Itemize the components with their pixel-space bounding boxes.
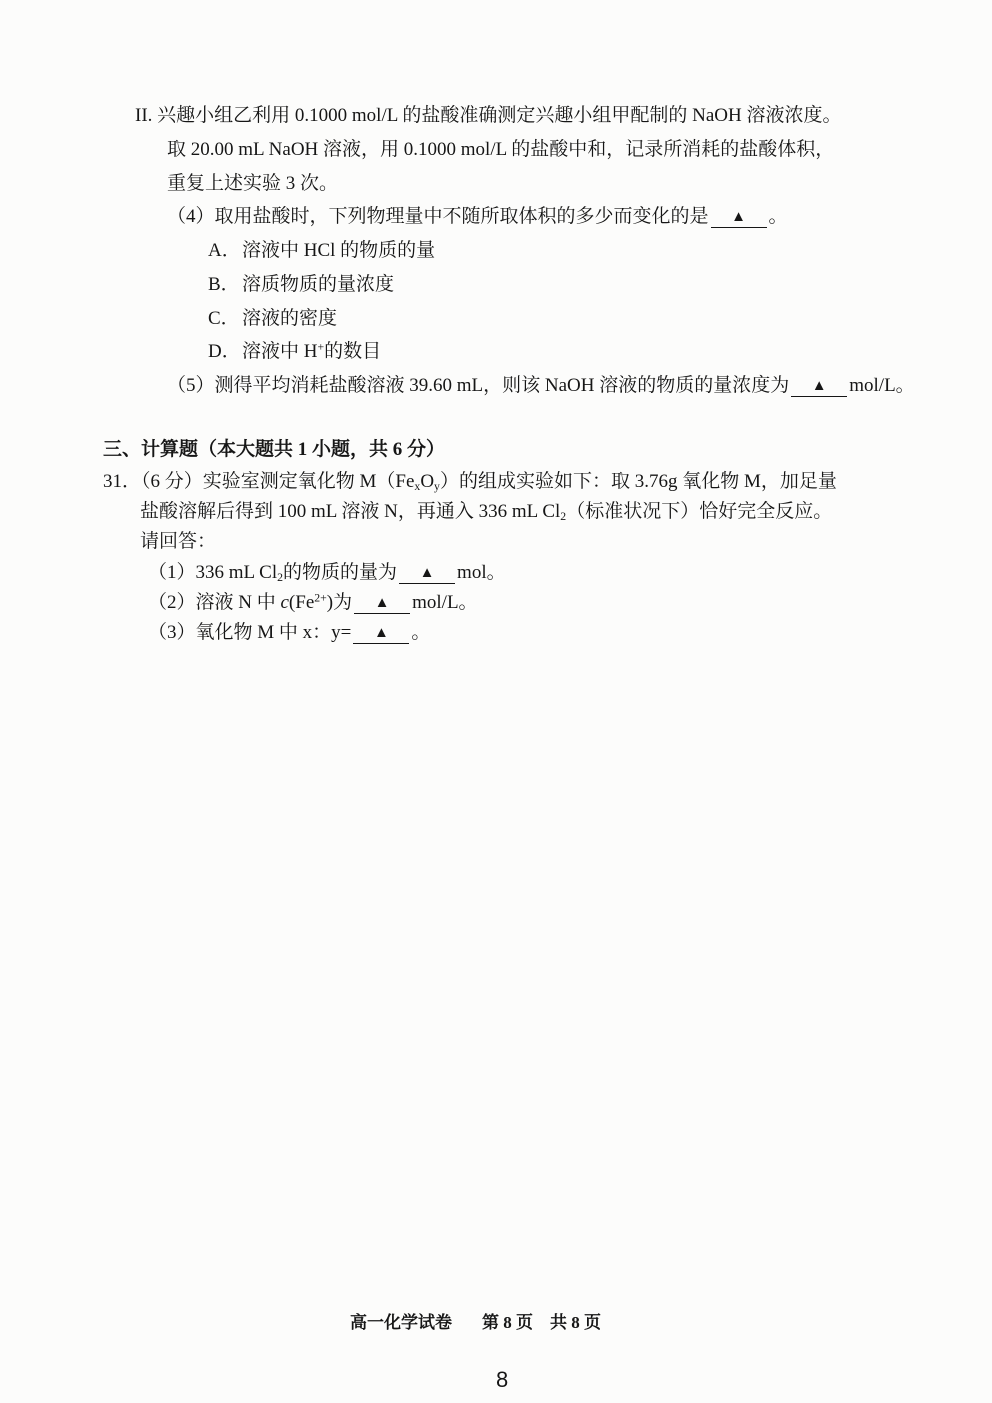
superscript-charge: 2+ [314,591,327,605]
question-5-stem-text: （5）测得平均消耗盐酸溶液 39.60 mL，则该 NaOH 溶液的物质的量浓度为 [167,375,790,396]
option-text: 溶液中 H [242,341,318,362]
option-text: 溶质物质的量浓度 [242,274,395,295]
part-ii-intro-text-1: 兴趣小组乙利用 0.1000 mol/L 的盐酸准确测定兴趣小组甲配制的 NaOH 溶液浓度。 [157,105,842,126]
option-text-after: 的数目 [324,341,382,362]
question-31-sub-2 [148,591,478,614]
answer-blank: ▲ [399,564,455,584]
answer-blank: ▲ [791,377,847,397]
subscript-2: 2 [560,509,567,523]
section-3-heading: 三、计算题（本大题共 1 小题，共 6 分） [103,439,446,460]
sub-question-text: )为 [326,592,353,613]
sub-question-end: 。 [411,622,431,643]
question-4-stem-end: 。 [768,206,788,227]
question-31-sub-3 [148,621,430,644]
option-letter: A． [208,240,241,261]
concentration-symbol: c [280,592,289,613]
option-b [208,273,394,296]
question-4-stem [167,205,788,228]
question-31-sub-1 [148,561,506,584]
option-a [208,239,435,262]
subscript-y: y [434,479,440,493]
option-letter: B． [208,274,240,295]
question-31-text: （6 分）实验室测定氧化物 M（Fe [141,471,415,492]
option-text: 溶液中 HCl 的物质的量 [242,240,436,261]
part-ii-intro-line-2: 取 20.00 mL NaOH 溶液，用 0.1000 mol/L 的盐酸中和，记录所消耗的盐酸体积， [167,139,835,160]
option-letter: D． [208,341,241,362]
answer-blank: ▲ [711,208,767,228]
subscript-2: 2 [277,570,284,584]
question-31-line-3: 请回答： [140,531,217,552]
part-ii-intro-line-1 [135,104,842,127]
option-text: 溶液的密度 [242,308,338,329]
answer-blank: ▲ [353,624,409,644]
subscript-x: x [414,479,421,493]
sub-question-text: （2）溶液 N 中 [148,592,281,613]
question-31-line-1 [103,470,837,493]
question-31-number: 31． [103,471,142,492]
question-31-text: O [420,471,435,492]
sub-question-text: (Fe [288,592,315,613]
superscript-charge: + [317,340,325,354]
sub-question-text: （3）氧化物 M 中 x：y= [148,622,352,643]
part-ii-label: II. [135,105,153,126]
question-5 [167,374,915,397]
question-5-unit: mol/L。 [849,375,915,396]
question-31-text: （标准状况下）恰好完全反应。 [566,501,833,522]
option-d [208,340,381,363]
option-c [208,307,337,330]
question-31-text: ）的组成实验如下：取 3.76g 氧化物 M，加足量 [439,471,837,492]
page-number: 8 [496,1367,509,1392]
sub-question-text: 的物质的量为 [283,562,398,583]
answer-blank: ▲ [354,594,410,614]
question-31-line-2 [140,500,832,523]
question-4-stem-text: （4）取用盐酸时，下列物理量中不随所取体积的多少而变化的是 [167,206,709,227]
sub-question-unit: mol/L。 [412,592,478,613]
footer-page-info: 第 8 页 共 8 页 [482,1313,601,1332]
sub-question-unit: mol。 [457,562,506,583]
question-31-text: 盐酸溶解后得到 100 mL 溶液 N，再通入 336 mL Cl [140,501,561,522]
sub-question-text: （1）336 mL Cl [148,562,278,583]
option-letter: C． [208,308,240,329]
part-ii-intro-line-3: 重复上述实验 3 次。 [167,173,339,194]
footer-exam-name: 高一化学试卷 [350,1313,452,1332]
